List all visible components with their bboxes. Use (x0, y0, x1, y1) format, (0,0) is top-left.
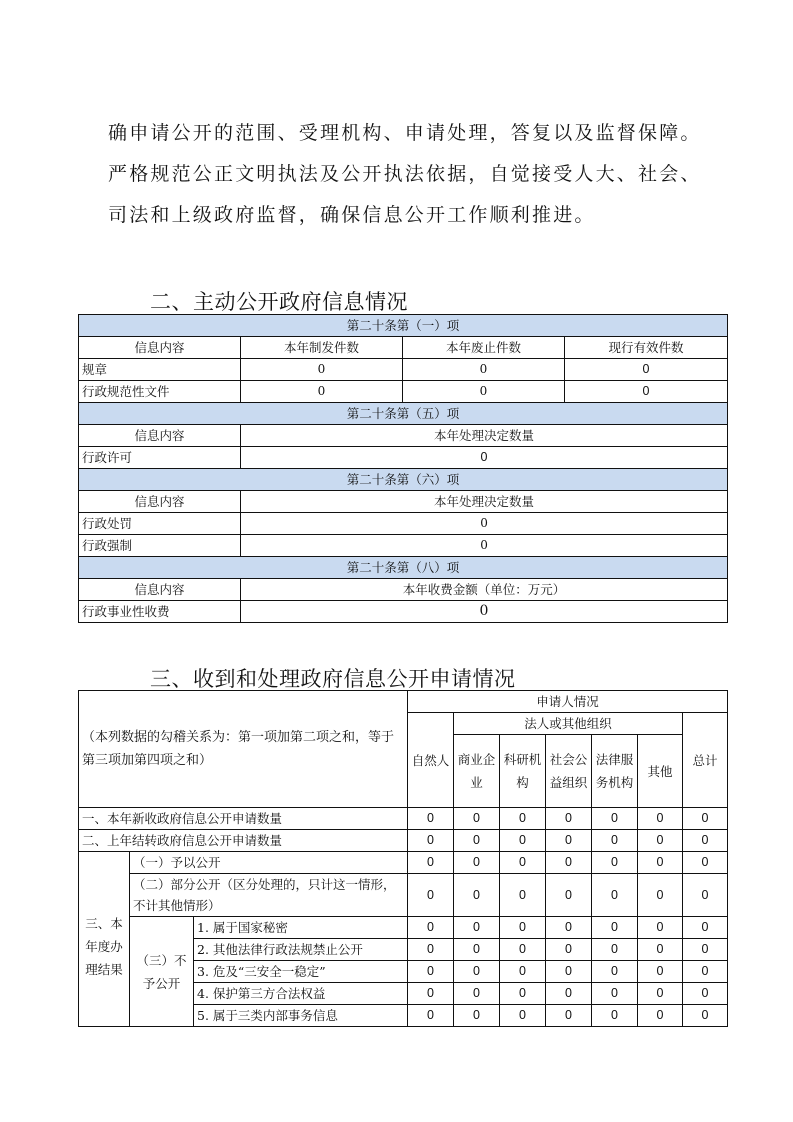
column-header: 信息内容 (79, 337, 241, 359)
cell-value: 0 (454, 917, 500, 939)
cell-value: 0 (683, 983, 728, 1005)
row-label: （二）部分公开（区分处理的，只计这一情形，不计其他情形） (130, 874, 408, 917)
cell-value: 0 (592, 983, 638, 1005)
cell-value: 0 (546, 852, 592, 874)
cell-value: 0 (546, 874, 592, 917)
cell-value: 0 (454, 808, 500, 830)
column-header: 现行有效件数 (565, 337, 728, 359)
cell-value: 0 (500, 983, 546, 1005)
cell-value: 0 (683, 917, 728, 939)
cell-value: 0 (638, 961, 683, 983)
row-label: 二、上年结转政府信息公开申请数量 (79, 830, 408, 852)
column-header: 本年处理决定数量 (241, 425, 728, 447)
row-label: 5. 属于三类内部事务信息 (194, 1005, 408, 1027)
cell-value: 0 (638, 917, 683, 939)
cell-value: 0 (592, 917, 638, 939)
cell-value: 0 (683, 830, 728, 852)
legal-entity-header: 法人或其他组织 (454, 713, 683, 735)
cell-value: 0 (241, 601, 728, 623)
cell-value: 0 (592, 874, 638, 917)
column-header: 本年制发件数 (241, 337, 403, 359)
cell-value: 0 (500, 852, 546, 874)
cell-value: 0 (408, 874, 454, 917)
cell-value: 0 (592, 808, 638, 830)
cell-value: 0 (592, 1005, 638, 1027)
sub3c-label: （三）不予公开 (130, 917, 194, 1027)
cell-value: 0 (500, 874, 546, 917)
applicant-header: 申请人情况 (408, 691, 728, 713)
cell-value: 0 (546, 917, 592, 939)
block-heading: 第二十条第（一）项 (79, 315, 728, 337)
cell-value: 0 (565, 381, 728, 403)
col-business: 商业企业 (454, 735, 500, 808)
intro-line-2: 严格规范公正文明执法及公开执法依据，自觉接受人大、社会、 (108, 163, 702, 185)
cell-value: 0 (546, 961, 592, 983)
table-row (79, 852, 728, 874)
cell-value: 0 (638, 1005, 683, 1027)
block-heading: 第二十条第（八）项 (79, 557, 728, 579)
note-cell: （本列数据的勾稽关系为：第一项加第二项之和，等于第三项加第四项之和） (79, 691, 408, 808)
block-heading: 第二十条第（五）项 (79, 403, 728, 425)
table-row (79, 917, 728, 939)
cell-value: 0 (454, 852, 500, 874)
row-label: 行政强制 (79, 535, 241, 557)
group3-label: 三、本年度办理结果 (79, 852, 130, 1027)
table-row (79, 447, 728, 469)
row-label: 行政许可 (79, 447, 241, 469)
cell-value: 0 (408, 1005, 454, 1027)
section2-title: 二、主动公开政府信息情况 (150, 290, 408, 314)
cell-value: 0 (683, 808, 728, 830)
proactive-disclosure-table (78, 314, 728, 623)
col-natural-person: 自然人 (408, 713, 454, 808)
cell-value: 0 (546, 983, 592, 1005)
cell-value: 0 (408, 961, 454, 983)
table-row (79, 535, 728, 557)
cell-value: 0 (683, 961, 728, 983)
table-row (79, 601, 728, 623)
cell-value: 0 (683, 939, 728, 961)
cell-value: 0 (408, 830, 454, 852)
column-header: 本年废止件数 (403, 337, 565, 359)
cell-value: 0 (454, 961, 500, 983)
cell-value: 0 (500, 917, 546, 939)
cell-value: 0 (546, 808, 592, 830)
column-header: 信息内容 (79, 425, 241, 447)
cell-value: 0 (241, 359, 403, 381)
row-label: 4. 保护第三方合法权益 (194, 983, 408, 1005)
cell-value: 0 (638, 830, 683, 852)
cell-value: 0 (500, 808, 546, 830)
col-public-welfare: 社会公益组织 (546, 735, 592, 808)
col-research: 科研机构 (500, 735, 546, 808)
cell-value: 0 (683, 874, 728, 917)
column-header: 本年收费金额（单位：万元） (241, 579, 728, 601)
cell-value: 0 (454, 939, 500, 961)
table-row (79, 830, 728, 852)
table-row (79, 874, 728, 917)
row-label: （一）予以公开 (130, 852, 408, 874)
cell-value: 0 (592, 830, 638, 852)
cell-value: 0 (638, 874, 683, 917)
table-row (79, 359, 728, 381)
intro-line-1: 确申请公开的范围、受理机构、申请处理，答复以及监督保障。 (108, 122, 702, 144)
row-label: 3. 危及“三安全一稳定” (194, 961, 408, 983)
column-header: 信息内容 (79, 491, 241, 513)
cell-value: 0 (408, 939, 454, 961)
cell-value: 0 (241, 513, 728, 535)
cell-value: 0 (454, 874, 500, 917)
cell-value: 0 (454, 983, 500, 1005)
row-label: 一、本年新收政府信息公开申请数量 (79, 808, 408, 830)
cell-value: 0 (546, 939, 592, 961)
cell-value: 0 (500, 830, 546, 852)
cell-value: 0 (638, 808, 683, 830)
cell-value: 0 (565, 359, 728, 381)
cell-value: 0 (546, 830, 592, 852)
cell-value: 0 (546, 1005, 592, 1027)
intro-line-3: 司法和上级政府监督，确保信息公开工作顺利推进。 (108, 204, 596, 226)
row-label: 行政规范性文件 (79, 381, 241, 403)
cell-value: 0 (592, 939, 638, 961)
cell-value: 0 (638, 852, 683, 874)
col-total: 总计 (683, 713, 728, 808)
cell-value: 0 (403, 381, 565, 403)
cell-value: 0 (241, 447, 728, 469)
cell-value: 0 (500, 939, 546, 961)
cell-value: 0 (592, 961, 638, 983)
cell-value: 0 (403, 359, 565, 381)
table-row (79, 808, 728, 830)
row-label: 行政事业性收费 (79, 601, 241, 623)
cell-value: 0 (638, 983, 683, 1005)
column-header: 本年处理决定数量 (241, 491, 728, 513)
cell-value: 0 (454, 830, 500, 852)
row-label: 2. 其他法律行政法规禁止公开 (194, 939, 408, 961)
section3-title: 三、收到和处理政府信息公开申请情况 (150, 667, 516, 691)
row-label: 1. 属于国家秘密 (194, 917, 408, 939)
cell-value: 0 (592, 852, 638, 874)
cell-value: 0 (500, 1005, 546, 1027)
cell-value: 0 (241, 381, 403, 403)
cell-value: 0 (408, 808, 454, 830)
block-heading: 第二十条第（六）项 (79, 469, 728, 491)
col-other: 其他 (638, 735, 683, 808)
col-legal-service: 法律服务机构 (592, 735, 638, 808)
cell-value: 0 (683, 1005, 728, 1027)
cell-value: 0 (454, 1005, 500, 1027)
table-row (79, 513, 728, 535)
cell-value: 0 (408, 852, 454, 874)
column-header: 信息内容 (79, 579, 241, 601)
cell-value: 0 (638, 939, 683, 961)
row-label: 行政处罚 (79, 513, 241, 535)
cell-value: 0 (408, 983, 454, 1005)
cell-value: 0 (241, 535, 728, 557)
row-label: 规章 (79, 359, 241, 381)
cell-value: 0 (500, 961, 546, 983)
application-table (78, 690, 728, 1027)
table-row (79, 381, 728, 403)
cell-value: 0 (408, 917, 454, 939)
cell-value: 0 (683, 852, 728, 874)
